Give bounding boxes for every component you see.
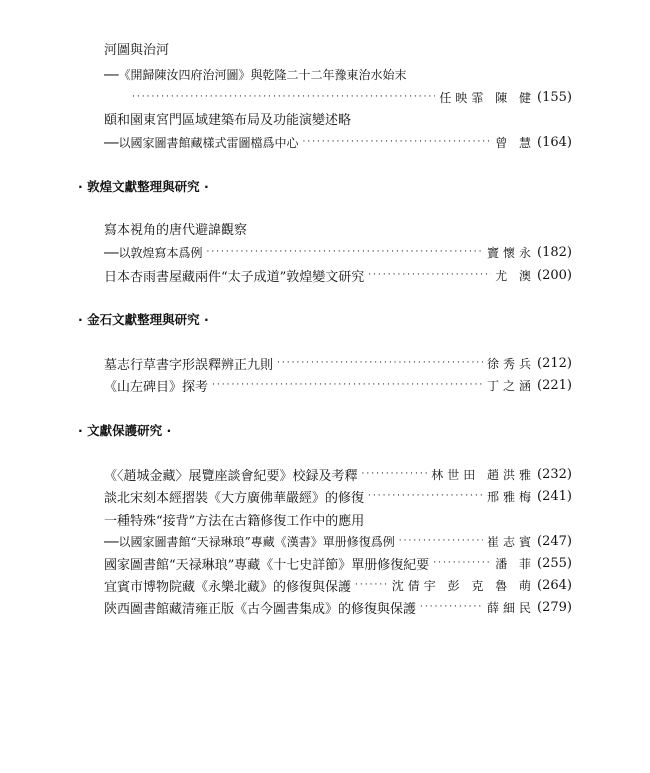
toc-entry-subtitle-line bbox=[0, 531, 650, 551]
toc-entry bbox=[0, 597, 650, 617]
toc-entry bbox=[0, 353, 650, 373]
entry-title: 國家圖書館“天禄琳琅”專藏《十七史詳節》單册修復紀要 bbox=[104, 557, 430, 573]
entry-page: (264) bbox=[537, 577, 572, 593]
entry-page: (155) bbox=[537, 89, 572, 105]
toc-entry bbox=[0, 375, 650, 395]
entry-page: (182) bbox=[537, 244, 572, 260]
entry-title: 《山左碑目》探考 bbox=[104, 379, 209, 395]
toc-entry-title bbox=[0, 509, 650, 529]
toc-entry-title bbox=[0, 218, 650, 238]
entry-author: 徐秀兵 bbox=[487, 356, 536, 371]
leader-dots bbox=[368, 491, 483, 501]
entry-subtitle: ──以國家圖書館“天禄琳琅”專藏《漢書》單册修復爲例 bbox=[104, 534, 395, 549]
section-heading bbox=[0, 176, 650, 196]
toc-entry-subtitle-line bbox=[0, 242, 650, 262]
toc-entry bbox=[0, 464, 650, 484]
leader-dots bbox=[277, 358, 483, 368]
entry-author: 丁之涵 bbox=[487, 378, 536, 393]
toc-entry-title bbox=[0, 108, 650, 128]
section-heading-text: · 敦煌文獻整理與研究 · bbox=[78, 179, 209, 194]
leader-dots bbox=[399, 536, 483, 546]
toc-entry bbox=[0, 265, 650, 285]
entry-page: (255) bbox=[537, 555, 572, 571]
entry-page: (247) bbox=[537, 533, 572, 549]
entry-page: (200) bbox=[537, 267, 572, 283]
entry-title: 頤和園東宮門區域建築布局及功能演變述略 bbox=[104, 112, 352, 128]
entry-title: 《〈趙城金藏〉展覽座談會紀要》校録及考釋 bbox=[104, 468, 358, 484]
toc-entry bbox=[0, 486, 650, 506]
leader-dots bbox=[433, 558, 491, 568]
entry-author: 沈倩宇 彭 克 魯 萌 bbox=[391, 578, 536, 593]
leader-dots bbox=[302, 137, 491, 147]
section-heading bbox=[0, 309, 650, 329]
toc-entry bbox=[0, 575, 650, 595]
toc-entry bbox=[0, 553, 650, 573]
entry-title: 一種特殊“接背”方法在古籍修復工作中的應用 bbox=[104, 513, 365, 529]
leader-dots bbox=[420, 602, 483, 612]
leader-dots bbox=[355, 580, 388, 590]
entry-title: 日本杏雨書屋藏兩件“太子成道”敦煌變文研究 bbox=[104, 269, 365, 285]
toc-entry-title bbox=[0, 38, 650, 58]
entry-author: 邢雅梅 bbox=[487, 489, 536, 504]
entry-author: 林世田 趙洪雅 bbox=[431, 467, 536, 482]
entry-title: 談北宋刻本經摺裝《大方廣佛華嚴經》的修復 bbox=[104, 490, 365, 506]
section-heading bbox=[0, 420, 650, 440]
entry-title: 宜賓市博物院藏《永樂北藏》的修復與保護 bbox=[104, 579, 352, 595]
entry-subtitle: ──以國家圖書館藏樣式雷圖檔爲中心 bbox=[104, 135, 299, 150]
entry-subtitle: ──《開歸陳汝四府治河圖》與乾隆二十二年豫東治水始末 bbox=[104, 67, 407, 82]
entry-author: 崔志賓 bbox=[487, 534, 536, 549]
entry-page: (164) bbox=[537, 134, 572, 150]
entry-subtitle: ──以敦煌寫本爲例 bbox=[104, 245, 203, 260]
section-heading-text: · 金石文獻整理與研究 · bbox=[78, 312, 209, 327]
entry-author: 潘 菲 bbox=[495, 556, 536, 571]
entry-title: 陝西圖書館藏清雍正版《古今圖書集成》的修復與保護 bbox=[104, 601, 417, 617]
entry-author: 竇懷永 bbox=[487, 245, 536, 260]
entry-page: (212) bbox=[537, 355, 572, 371]
entry-page: (279) bbox=[537, 599, 572, 615]
entry-title: 寫本視角的唐代避諱觀察 bbox=[104, 222, 248, 238]
entry-author: 尤 澳 bbox=[495, 268, 536, 283]
entry-page: (232) bbox=[537, 466, 572, 482]
entry-title: 墓志行草書字形誤釋辨正九則 bbox=[104, 357, 274, 373]
leader-dots bbox=[212, 380, 483, 390]
entry-page: (221) bbox=[537, 377, 572, 393]
section-heading-text: · 文獻保護研究 · bbox=[78, 423, 172, 438]
leader-dots bbox=[132, 92, 435, 102]
entry-page: (241) bbox=[537, 488, 572, 504]
entry-author: 任映霏 陳 健 bbox=[439, 90, 536, 105]
toc-entry-author-line bbox=[0, 87, 650, 107]
entry-author: 曾 慧 bbox=[495, 135, 536, 150]
leader-dots bbox=[368, 270, 491, 280]
entry-author: 薛細民 bbox=[487, 600, 536, 615]
entry-title: 河圖與治河 bbox=[104, 42, 170, 58]
leader-dots bbox=[362, 469, 428, 479]
toc-entry-subtitle-line bbox=[0, 132, 650, 152]
toc-entry-subtitle bbox=[0, 64, 650, 84]
leader-dots bbox=[206, 247, 483, 257]
